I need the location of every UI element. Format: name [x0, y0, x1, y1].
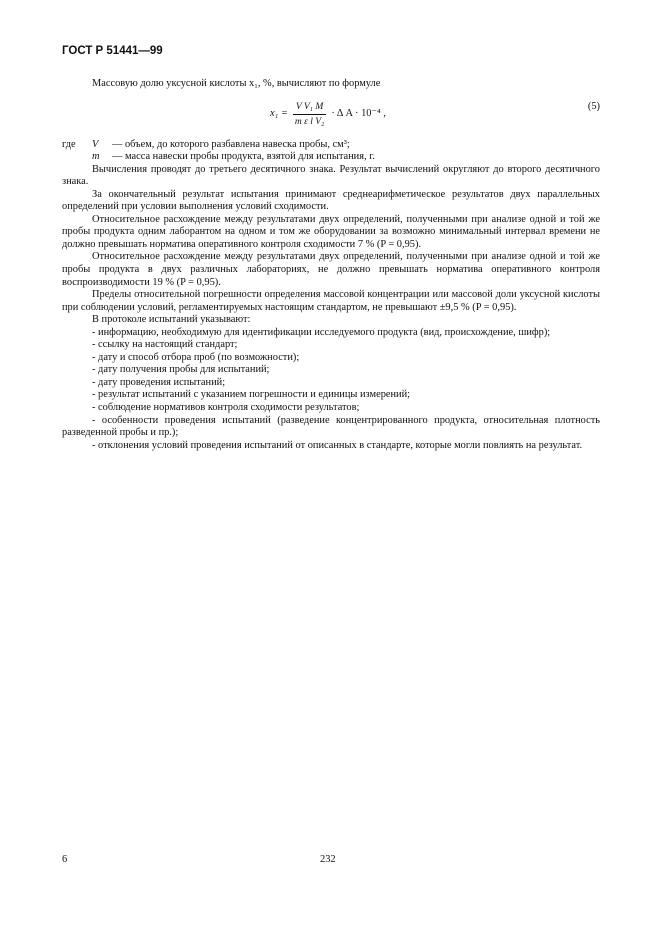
protocol-item: - ссылку на настоящий стандарт; — [92, 339, 238, 351]
standard-designation: ГОСТ Р 51441—99 — [62, 45, 163, 57]
paragraph: За окончательный результат испытания принимают среднеарифметическое результатов двух параллельных определений при условии выполнения условий сходимости. — [62, 188, 600, 213]
protocol-item: - результат испытаний с указанием погрешности и единицы измерений; — [92, 389, 411, 401]
formula-lhs: x₁ = — [270, 108, 288, 120]
paragraph: Относительное расхождение между результатами двух определений, полученными при анализе одной и той же пробы продукта одним лаборантом на одном и том же оборудовании за возможно минимальный интервал времени не должно превышать норматива оперативного контроля сходимости 7 % (P = 0,95). — [62, 213, 600, 250]
definition-lead — [62, 151, 92, 164]
formula-fraction — [292, 101, 327, 129]
formula-tail: · Δ A · 10⁻⁴ , — [331, 108, 386, 120]
paragraph: Вычисления проводят до третьего десятичного знака. Результат вычислений округляют до второго десятичного знака. — [62, 163, 600, 188]
formula-denominator: m ε l V₂ — [294, 117, 325, 128]
formula-block — [62, 93, 600, 135]
definition-symbol: V — [92, 138, 99, 150]
definition-row — [62, 151, 600, 164]
definition-lead: где — [62, 138, 76, 150]
definition-row — [62, 139, 600, 152]
equation-number: (5) — [587, 100, 600, 112]
definition-text: — масса навески пробы продукта, взятой для испытания, г. — [112, 151, 375, 163]
protocol-item: - дату проведения испытаний; — [92, 376, 226, 388]
document-body — [62, 78, 600, 452]
paragraph: Пределы относительной погрешности определения массовой концентрации или массовой доли уксусной кислоты при соблюдении условий, регламентируемых настоящим стандартом, не превышают ±9,5 % (P = 0,95). — [62, 289, 600, 313]
protocol-item: - соблюдение нормативов контроля сходимости результатов; — [92, 402, 360, 414]
protocol-item: - отклонения условий проведения испытаний от описанных в стандарте, которые могли повлиять на результат. — [92, 439, 583, 451]
protocol-item: - дату и способ отбора проб (по возможности); — [92, 351, 300, 363]
formula-intro: Массовую долю уксусной кислоты x₁, %, вычисляют по формуле — [92, 78, 381, 89]
definition-text: — объем, до которого разбавлена навеска пробы, см³; — [112, 138, 350, 150]
paragraph: В протоколе испытаний указывают: — [92, 314, 251, 326]
protocol-item: - особенности проведения испытаний (разведение концентрированного продукта, относительная плотность разведенной пробы и пр.); — [62, 414, 600, 439]
protocol-item: - информацию, необходимую для идентификации исследуемого продукта (вид, происхождение, шифр); — [92, 326, 551, 338]
protocol-item: - дату получения пробы для испытаний; — [92, 364, 270, 376]
formula-numerator: V V₁ M — [293, 101, 326, 116]
definition-symbol: m — [92, 151, 100, 163]
paragraph: Относительное расхождение между результатами двух определений, полученными при анализе одной и той же пробы продукта в двух различных лабораториях, не должно превышать норматива оперативного контроля воспроизводимости 19 % (P = 0,95). — [62, 251, 600, 288]
variable-definitions — [62, 139, 600, 164]
formula — [270, 101, 386, 129]
sheet-number: 232 — [320, 854, 336, 865]
page-number: 6 — [62, 854, 68, 865]
